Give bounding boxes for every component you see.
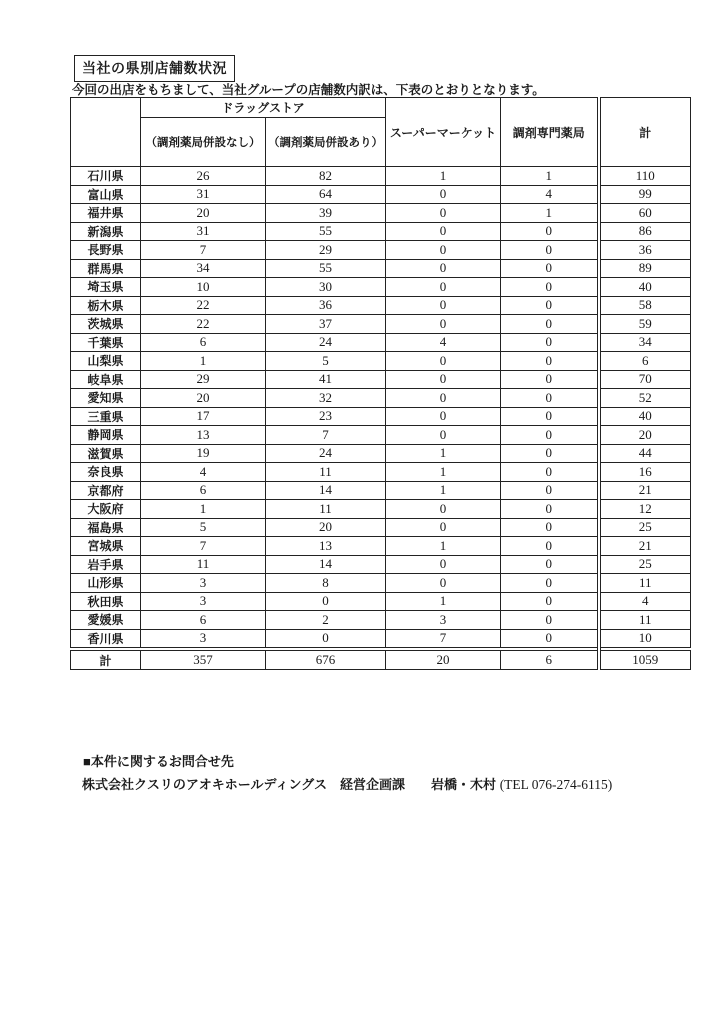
value-cell: 19	[141, 444, 266, 463]
value-cell: 31	[141, 222, 266, 241]
value-cell: 0	[501, 296, 599, 315]
col-header-total: 計	[599, 98, 691, 167]
value-cell: 0	[386, 555, 501, 574]
table-row	[71, 333, 691, 352]
total-row	[71, 649, 691, 670]
value-cell: 99	[599, 185, 691, 204]
prefecture-cell: 栃木県	[71, 296, 141, 315]
value-cell: 58	[599, 296, 691, 315]
value-cell: 1	[141, 352, 266, 371]
prefecture-cell: 埼玉県	[71, 278, 141, 297]
col-header-with-pharmacy: （調剤薬局併設あり）	[266, 118, 386, 167]
value-cell: 44	[599, 444, 691, 463]
value-cell: 0	[501, 259, 599, 278]
contact-company: 株式会社クスリのアオキホールディングス 経営企画課 岩橋・木村	[82, 777, 497, 792]
value-cell: 0	[501, 518, 599, 537]
table-row	[71, 629, 691, 649]
value-cell: 4	[386, 333, 501, 352]
value-cell: 1	[386, 537, 501, 556]
value-cell: 55	[266, 259, 386, 278]
value-cell: 86	[599, 222, 691, 241]
value-cell: 60	[599, 204, 691, 223]
total-value-cell: 357	[141, 649, 266, 670]
prefecture-cell: 三重県	[71, 407, 141, 426]
table-row	[71, 407, 691, 426]
header-row-1	[71, 98, 691, 118]
value-cell: 110	[599, 167, 691, 186]
value-cell: 0	[386, 407, 501, 426]
prefecture-cell: 宮城県	[71, 537, 141, 556]
value-cell: 10	[599, 629, 691, 649]
value-cell: 6	[141, 481, 266, 500]
value-cell: 2	[266, 611, 386, 630]
value-cell: 3	[141, 629, 266, 649]
table-row	[71, 518, 691, 537]
prefecture-cell: 京都府	[71, 481, 141, 500]
table-row	[71, 463, 691, 482]
value-cell: 4	[501, 185, 599, 204]
value-cell: 13	[266, 537, 386, 556]
page-title: 当社の県別店舗数状況	[74, 55, 235, 82]
total-value-cell: 20	[386, 649, 501, 670]
value-cell: 12	[599, 500, 691, 519]
value-cell: 34	[599, 333, 691, 352]
value-cell: 40	[599, 278, 691, 297]
prefecture-cell: 秋田県	[71, 592, 141, 611]
value-cell: 34	[141, 259, 266, 278]
col-header-dispensing-pharmacy: 調剤専門薬局	[501, 98, 599, 167]
table-row	[71, 426, 691, 445]
value-cell: 16	[599, 463, 691, 482]
value-cell: 0	[386, 278, 501, 297]
value-cell: 0	[266, 629, 386, 649]
value-cell: 1	[386, 463, 501, 482]
value-cell: 89	[599, 259, 691, 278]
value-cell: 24	[266, 333, 386, 352]
value-cell: 11	[266, 463, 386, 482]
value-cell: 4	[141, 463, 266, 482]
value-cell: 6	[599, 352, 691, 371]
value-cell: 0	[386, 259, 501, 278]
value-cell: 20	[141, 204, 266, 223]
table-row	[71, 592, 691, 611]
value-cell: 1	[386, 592, 501, 611]
page-subtitle: 今回の出店をもちまして、当社グループの店舗数内訳は、下表のとおりとなります。	[72, 83, 545, 97]
value-cell: 7	[386, 629, 501, 649]
store-count-table	[70, 97, 691, 670]
prefecture-cell: 香川県	[71, 629, 141, 649]
prefecture-cell: 福井県	[71, 204, 141, 223]
prefecture-cell: 茨城県	[71, 315, 141, 334]
value-cell: 3	[386, 611, 501, 630]
total-value-cell: 1059	[599, 649, 691, 670]
table-row	[71, 389, 691, 408]
table-row	[71, 370, 691, 389]
value-cell: 3	[141, 592, 266, 611]
value-cell: 0	[501, 222, 599, 241]
value-cell: 36	[599, 241, 691, 260]
value-cell: 41	[266, 370, 386, 389]
value-cell: 59	[599, 315, 691, 334]
value-cell: 14	[266, 481, 386, 500]
corner-cell	[71, 98, 141, 167]
contact-line	[82, 774, 612, 793]
value-cell: 52	[599, 389, 691, 408]
value-cell: 0	[501, 370, 599, 389]
value-cell: 0	[501, 574, 599, 593]
value-cell: 1	[501, 204, 599, 223]
value-cell: 0	[386, 500, 501, 519]
value-cell: 0	[501, 555, 599, 574]
value-cell: 32	[266, 389, 386, 408]
value-cell: 0	[501, 241, 599, 260]
value-cell: 0	[501, 389, 599, 408]
table-row	[71, 352, 691, 371]
prefecture-cell: 新潟県	[71, 222, 141, 241]
value-cell: 21	[599, 481, 691, 500]
table-row	[71, 444, 691, 463]
value-cell: 3	[141, 574, 266, 593]
value-cell: 0	[386, 352, 501, 371]
total-value-cell: 6	[501, 649, 599, 670]
value-cell: 29	[266, 241, 386, 260]
value-cell: 14	[266, 555, 386, 574]
table-row	[71, 241, 691, 260]
value-cell: 0	[386, 426, 501, 445]
table-row	[71, 315, 691, 334]
value-cell: 37	[266, 315, 386, 334]
value-cell: 55	[266, 222, 386, 241]
value-cell: 40	[599, 407, 691, 426]
prefecture-cell: 山形県	[71, 574, 141, 593]
value-cell: 0	[386, 518, 501, 537]
value-cell: 0	[386, 296, 501, 315]
value-cell: 0	[386, 315, 501, 334]
value-cell: 23	[266, 407, 386, 426]
value-cell: 6	[141, 333, 266, 352]
value-cell: 10	[141, 278, 266, 297]
total-value-cell: 676	[266, 649, 386, 670]
total-label-cell: 計	[71, 649, 141, 670]
value-cell: 25	[599, 518, 691, 537]
value-cell: 24	[266, 444, 386, 463]
prefecture-cell: 長野県	[71, 241, 141, 260]
value-cell: 20	[266, 518, 386, 537]
value-cell: 4	[599, 592, 691, 611]
value-cell: 0	[386, 204, 501, 223]
table-row	[71, 222, 691, 241]
value-cell: 11	[141, 555, 266, 574]
value-cell: 11	[599, 611, 691, 630]
table-row	[71, 500, 691, 519]
value-cell: 0	[386, 241, 501, 260]
value-cell: 5	[266, 352, 386, 371]
value-cell: 0	[501, 500, 599, 519]
value-cell: 22	[141, 296, 266, 315]
value-cell: 29	[141, 370, 266, 389]
table-row	[71, 278, 691, 297]
value-cell: 1	[386, 444, 501, 463]
value-cell: 64	[266, 185, 386, 204]
value-cell: 26	[141, 167, 266, 186]
prefecture-cell: 愛媛県	[71, 611, 141, 630]
value-cell: 20	[599, 426, 691, 445]
table-row	[71, 296, 691, 315]
value-cell: 17	[141, 407, 266, 426]
value-cell: 0	[501, 407, 599, 426]
prefecture-cell: 岐阜県	[71, 370, 141, 389]
table-row	[71, 574, 691, 593]
value-cell: 1	[501, 167, 599, 186]
value-cell: 5	[141, 518, 266, 537]
value-cell: 11	[599, 574, 691, 593]
value-cell: 6	[141, 611, 266, 630]
contact-heading: ■本件に関するお問合せ先	[83, 754, 234, 769]
table-body	[71, 167, 691, 650]
prefecture-cell: 滋賀県	[71, 444, 141, 463]
col-header-drugstore: ドラッグストア	[141, 98, 386, 118]
value-cell: 25	[599, 555, 691, 574]
value-cell: 0	[266, 592, 386, 611]
value-cell: 0	[386, 389, 501, 408]
value-cell: 39	[266, 204, 386, 223]
value-cell: 30	[266, 278, 386, 297]
value-cell: 7	[141, 241, 266, 260]
value-cell: 1	[386, 167, 501, 186]
value-cell: 0	[501, 426, 599, 445]
table-row	[71, 204, 691, 223]
contact-tel: (TEL 076-274-6115)	[499, 777, 613, 792]
value-cell: 21	[599, 537, 691, 556]
table-row	[71, 611, 691, 630]
table-row	[71, 555, 691, 574]
value-cell: 0	[501, 611, 599, 630]
value-cell: 0	[501, 481, 599, 500]
value-cell: 82	[266, 167, 386, 186]
value-cell: 13	[141, 426, 266, 445]
value-cell: 1	[386, 481, 501, 500]
value-cell: 0	[501, 315, 599, 334]
table-row	[71, 167, 691, 186]
prefecture-cell: 愛知県	[71, 389, 141, 408]
col-header-no-pharmacy: （調剤薬局併設なし）	[141, 118, 266, 167]
value-cell: 0	[501, 444, 599, 463]
value-cell: 70	[599, 370, 691, 389]
value-cell: 0	[386, 574, 501, 593]
value-cell: 22	[141, 315, 266, 334]
value-cell: 1	[141, 500, 266, 519]
value-cell: 0	[501, 278, 599, 297]
value-cell: 20	[141, 389, 266, 408]
prefecture-cell: 岩手県	[71, 555, 141, 574]
value-cell: 0	[386, 185, 501, 204]
value-cell: 0	[501, 537, 599, 556]
prefecture-cell: 静岡県	[71, 426, 141, 445]
value-cell: 7	[266, 426, 386, 445]
value-cell: 0	[501, 463, 599, 482]
value-cell: 0	[501, 629, 599, 649]
prefecture-cell: 山梨県	[71, 352, 141, 371]
value-cell: 8	[266, 574, 386, 593]
prefecture-cell: 千葉県	[71, 333, 141, 352]
value-cell: 0	[386, 222, 501, 241]
prefecture-cell: 群馬県	[71, 259, 141, 278]
prefecture-cell: 石川県	[71, 167, 141, 186]
table-row	[71, 259, 691, 278]
value-cell: 0	[501, 592, 599, 611]
value-cell: 7	[141, 537, 266, 556]
value-cell: 0	[501, 352, 599, 371]
value-cell: 31	[141, 185, 266, 204]
prefecture-cell: 富山県	[71, 185, 141, 204]
value-cell: 0	[386, 370, 501, 389]
value-cell: 11	[266, 500, 386, 519]
value-cell: 0	[501, 333, 599, 352]
prefecture-cell: 福島県	[71, 518, 141, 537]
prefecture-cell: 大阪府	[71, 500, 141, 519]
prefecture-cell: 奈良県	[71, 463, 141, 482]
col-header-supermarket: スーパーマーケット	[386, 98, 501, 167]
table-row	[71, 537, 691, 556]
value-cell: 36	[266, 296, 386, 315]
table-row	[71, 481, 691, 500]
table-row	[71, 185, 691, 204]
